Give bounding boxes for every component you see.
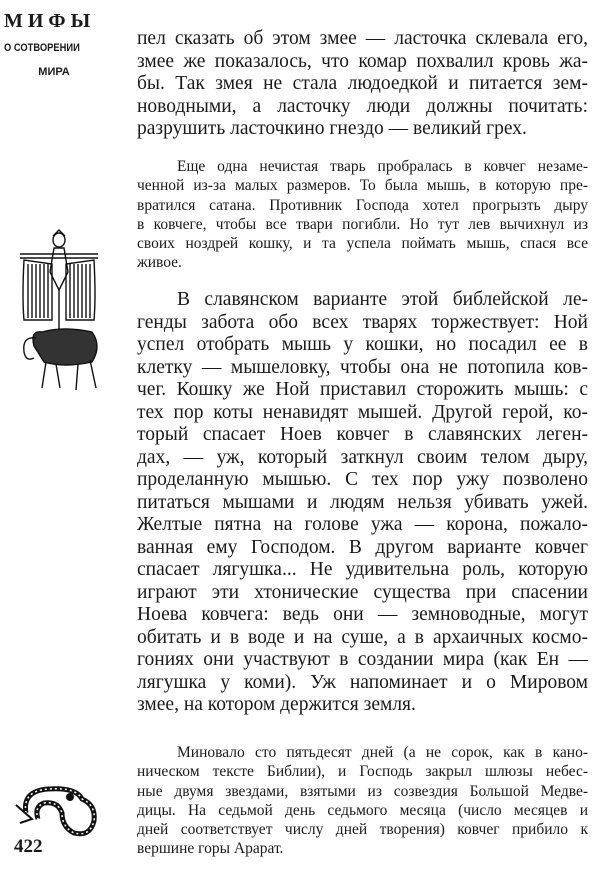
text-line: питаться мышами и людям нельзя убивать ужей. — [137, 491, 588, 513]
paragraph — [137, 28, 588, 141]
text-line: чег. Кошку же Ной приставил сторожить мышь: с — [137, 379, 588, 400]
text-line: клетку — мышеловку, чтобы она не потопила ков- — [137, 356, 588, 378]
paragraph — [137, 743, 588, 859]
text-line: Еще одна нечистая тварь пробралась в ковчег незаме- — [177, 158, 588, 175]
text-line: живое. — [137, 254, 182, 272]
text-line: вратился сатана. Противник Господа хотел прогрызть дыру — [137, 196, 588, 214]
text-line: обитать и в воде и на суше, а в архаичных космо- — [137, 626, 588, 648]
figure-on-ram-illustration — [14, 228, 106, 413]
paragraph — [137, 157, 588, 273]
text-line: дах, — уж, который заткнул своим телом дыру, — [137, 446, 588, 468]
text-line: ническом тексте Библии), и Господь закрыл шлюзы небес- — [137, 763, 588, 781]
page-number: 422 — [14, 836, 43, 857]
text-line: торый спасает Ноев ковчег в славянских леген- — [137, 424, 588, 445]
text-line: играют эти хтонические существа при спасении — [137, 581, 588, 603]
text-line: дней соответствует числу дней творения) ковчег прибило к — [137, 821, 588, 839]
text-line: змее, на котором держится земля. — [137, 694, 416, 715]
text-line: гониях они участвуют в создании мира (как Ен — — [137, 649, 588, 670]
text-line: В славянском варианте этой библейской ле- — [177, 289, 588, 310]
text-line: новодными, а ласточку люди должны почитать: — [137, 95, 588, 117]
section-subtitle-line1: О СОТВОРЕНИИ — [4, 42, 80, 54]
text-line: генды забота обо всех тварях торжествует: Ной — [137, 311, 588, 333]
text-line: Миновало сто пятьдесят дней (а не сорок, как в кано- — [177, 744, 588, 761]
text-line: ченной из-за малых размеров. То была мышь, в которую пре- — [137, 177, 588, 195]
text-line: в ковчеге, чтобы все твари погибли. Но тут лев вычихнул из — [137, 215, 588, 233]
text-line: змее же показалось, что комар похвалил кровь жа- — [137, 50, 588, 72]
text-line: Желтые пятна на голове ужа — корона, пожало- — [137, 514, 588, 535]
text-line: ные двумя звездами, взятыми из созвездия Большой Медве- — [137, 782, 588, 800]
text-line: своих ноздрей кошку, и та успела поймать мышь, спася все — [137, 235, 588, 253]
text-line: лягушка у коми). Уж напоминает и о Мировом — [137, 671, 588, 693]
text-line: пел сказать об этом змее — ласточка склевала его, — [137, 28, 588, 49]
text-line: вершине горы Арарат. — [137, 840, 284, 858]
text-line: успел отобрать мышь у кошки, но посадил ее в — [137, 334, 588, 355]
section-subtitle-line2: МИРА — [38, 66, 70, 78]
text-line: дицы. На седьмой день седьмого месяца (число месяцев и — [137, 801, 588, 819]
text-line: тех пор коты ненавидят мышей. Другой герой, ко- — [137, 401, 588, 423]
text-line: бы. Так змея не стала людоедкой и питается зем- — [137, 73, 588, 94]
serpent-ornament-illustration — [12, 783, 104, 841]
text-line: ванная ему Господом. В другом варианте ковчег — [137, 536, 588, 558]
text-line: проделанную мышью. С тех пор ужу позволено — [137, 469, 588, 490]
text-line: Ноева ковчега: ведь они — земноводные, могут — [137, 604, 588, 625]
section-title: МИФЫ — [4, 10, 96, 32]
text-line: разрушить ласточкино гнездо — великий грех. — [137, 118, 527, 139]
text-line: спасает лягушка... Не удивительна роль, которую — [137, 559, 588, 580]
paragraph — [137, 289, 588, 717]
